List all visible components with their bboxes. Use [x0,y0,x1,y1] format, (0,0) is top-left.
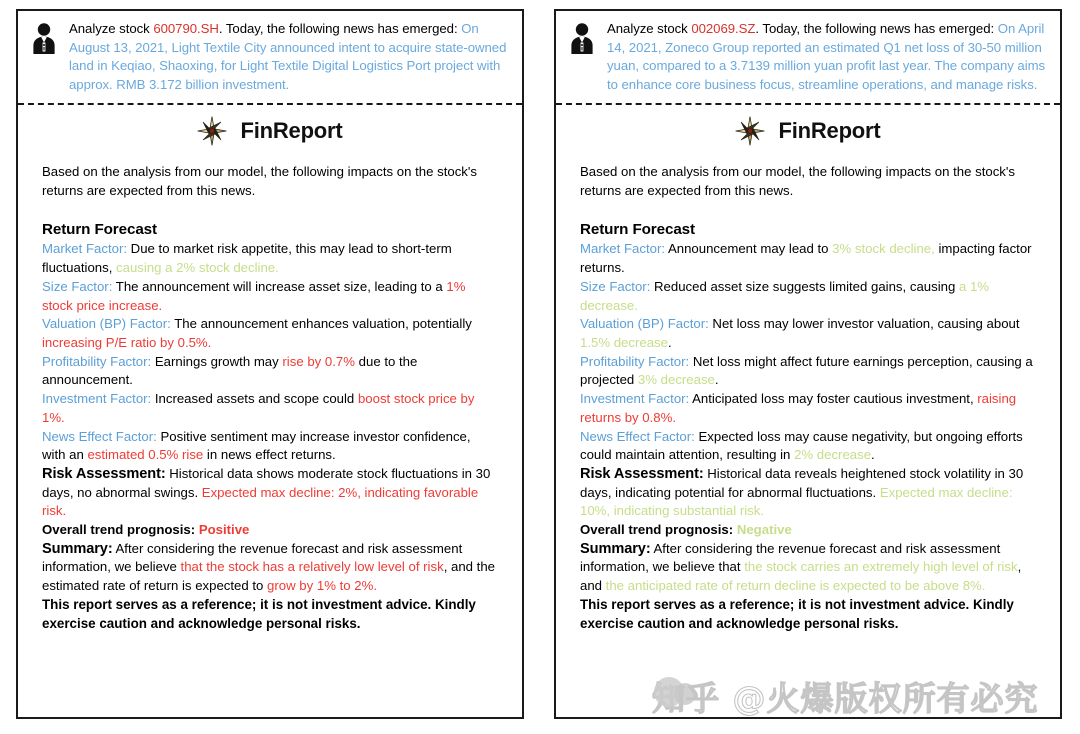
watermark-dot-b [674,683,696,705]
finreport-card-left [16,9,524,719]
news-text-right [607,20,1046,94]
news-body: On August 13, 2021, Light Textile City announced intent to acquire state-owned land in Keqiao, Shaoxing, for Light Textile Digital Logistics Port project with approx. RMB 3.172 billion investment. [69,21,507,92]
intro-paragraph: Based on the analysis from our model, the following impacts on the stock's returns are expected from this news. [580,164,1015,199]
summary-block-right [580,540,1034,596]
text-run-plain-0: Net loss may lower investor valuation, causing about [708,316,1020,332]
factor-label: News Effect Factor: [42,428,157,444]
text-run-plain-2: , and [580,559,1022,594]
factor-item [580,428,1034,465]
text-run-up-1: raising returns by 0.8%. [580,391,1017,425]
stock-ticker: 002069.SZ [691,21,756,36]
summary-label: Summary: [42,540,113,557]
factor-label: Profitability Factor: [580,353,690,369]
analyze-suffix: . Today, the following news has emerged: [218,21,458,36]
factor-label: Valuation (BP) Factor: [580,316,709,332]
risk-assessment-block-right [580,465,1034,521]
news-body: On April 14, 2021, Zoneco Group reported an estimated Q1 net loss of 30-50 million yuan, compared to a 3.7139 million yuan profit last year. The company aims to enhance core business focus, streamline operations, and manage risks. [607,21,1046,92]
text-run-up-1: that the stock has a relatively low level of risk [180,559,444,575]
text-run-plain-0: Historical data reveals heightened stock volatility in 30 days, indicating potential for abnormal fluctuations. [580,465,1024,500]
text-run-plain-2: impacting factor returns. [580,241,1032,276]
factor-label: Valuation (BP) Factor: [42,316,171,332]
prognosis-value: Negative [733,522,792,538]
brand-row-right [556,107,1060,155]
text-run-plain-2: . [714,372,719,388]
dashed-divider [556,103,1060,105]
text-run-plain-0: Earnings growth may [151,353,283,369]
text-run-up-3: grow by 1% to 2%. [267,578,377,594]
dashed-divider [18,103,522,105]
report-body-right [556,155,1060,633]
text-run-up-1: Expected max decline: 2%, indicating favorable risk. [42,484,479,519]
text-run-plain-0: After considering the revenue forecast and risk assessment information, we believe [42,540,463,575]
text-run-plain-0: Anticipated loss may foster cautious investment, [689,391,978,407]
risk-assessment-block-left [42,465,496,521]
brand-name: FinReport [778,118,881,144]
factor-label: Size Factor: [42,278,113,294]
disclaimer-left: This report serves as a reference; it is not investment advice. Kindly exercise caution and acknowledge personal risks. [42,596,476,631]
text-run-up-1: 1% stock price increase. [42,278,466,313]
compass-rose-logo-icon [197,116,227,146]
factor-item [42,390,496,427]
summary-label: Summary: [580,540,651,557]
prognosis-label: Overall trend prognosis: [580,522,734,538]
text-run-down-3: the anticipated rate of return decline is expected to be above 8%. [605,578,986,594]
prognosis-block-left [42,521,496,540]
finreport-card-right [554,9,1062,719]
factor-list-left [42,240,496,464]
text-run-down-1: 2% decrease [794,447,872,463]
text-run-plain-2: , and the estimated rate of return is expected to [42,559,496,594]
factor-item [42,240,496,277]
risk-assessment-label: Risk Assessment: [580,465,704,482]
text-run-plain-0: Announcement may lead to [665,241,833,257]
text-run-plain-0: Increased assets and scope could [151,391,358,407]
zhihu-watermark [652,673,1052,717]
text-run-plain-0: Historical data shows moderate stock fluctuations in 30 days, no abnormal swings. [42,465,491,500]
news-prompt-block-right [556,11,1060,102]
text-run-down-1: Expected max decline: 10%, indicating substantial risk. [580,484,1013,519]
factor-label: Profitability Factor: [42,353,152,369]
factor-item [580,315,1034,352]
factor-label: Size Factor: [580,278,651,294]
brand-name: FinReport [240,118,343,144]
businessperson-avatar-icon [29,22,59,56]
watermark-text: 知乎 @火爆版权所有必究 [652,679,1039,718]
intro-paragraph: Based on the analysis from our model, the following impacts on the stock's returns are expected from this news. [42,164,477,199]
text-run-down-1: a 1% decrease. [580,278,990,313]
text-run-plain-0: The announcement enhances valuation, potentially [170,316,472,332]
return-forecast-heading: Return Forecast [580,220,695,238]
text-run-plain-2: . [871,447,875,463]
text-run-down-1: 1.5% decrease [580,335,668,350]
factor-item [580,390,1034,427]
text-run-plain-0: Expected loss may cause negativity, but ongoing efforts could maintain attention, resulting in [580,428,1023,463]
text-run-down-1: causing a 2% stock decline. [116,260,279,276]
text-run-plain-0: Due to market risk appetite, this may lead to short-term fluctuations, [42,241,452,276]
text-run-plain-2: due to the announcement. [42,353,418,388]
factor-item [42,428,496,465]
factor-item [42,353,496,390]
text-run-down-1: 3% stock decline, [832,241,935,257]
prognosis-value: Positive [195,522,250,538]
report-body-left [18,155,522,633]
text-run-plain-0: Net loss might affect future earnings perception, causing a projected [580,353,1033,388]
factor-label: News Effect Factor: [580,428,695,444]
factor-item [580,240,1034,277]
brand-row-left [18,107,522,155]
factor-label: Market Factor: [42,241,128,257]
analyze-prefix: Analyze stock [69,21,154,36]
text-run-down-1: the stock carries an extremely high level of risk [744,559,1018,575]
watermark-dot-a [654,677,684,707]
factor-label: Market Factor: [580,241,666,257]
analyze-prefix: Analyze stock [607,21,692,36]
text-run-down-1: 3% decrease [637,372,715,388]
news-text-left [69,20,508,94]
factor-item [580,278,1034,315]
prognosis-block-right [580,521,1034,540]
return-forecast-heading: Return Forecast [42,220,157,238]
factor-label: Investment Factor: [580,391,690,407]
text-run-plain-2: . [667,335,672,350]
text-run-plain-2: in news effect returns. [203,447,336,463]
disclaimer-right: This report serves as a reference; it is not investment advice. Kindly exercise caution and acknowledge personal risks. [580,596,1014,631]
text-run-up-1: boost stock price by 1%. [42,391,475,425]
text-run-up-1: increasing P/E ratio by 0.5%. [42,335,212,350]
risk-assessment-label: Risk Assessment: [42,465,166,482]
compass-rose-logo-icon [735,116,765,146]
prognosis-label: Overall trend prognosis: [42,522,196,538]
stock-ticker: 600790.SH [153,21,219,36]
text-run-up-1: rise by 0.7% [282,353,355,369]
text-run-plain-0: The announcement will increase asset size, leading to a [112,278,447,294]
factor-label: Investment Factor: [42,391,152,407]
businessperson-avatar-icon [567,22,597,56]
text-run-plain-0: Positive sentiment may increase investor confidence, with an [42,428,471,463]
factor-item [580,353,1034,390]
summary-block-left [42,540,496,596]
news-prompt-block-left [18,11,522,102]
factor-item [42,278,496,315]
text-run-up-1: estimated 0.5% rise [87,447,204,463]
factor-list-right [580,240,1034,464]
text-run-plain-0: After considering the revenue forecast and risk assessment information, we believe that [580,540,1001,575]
text-run-plain-0: Reduced asset size suggests limited gains, causing [650,278,959,294]
factor-item [42,315,496,352]
analyze-suffix: . Today, the following news has emerged: [755,21,995,36]
